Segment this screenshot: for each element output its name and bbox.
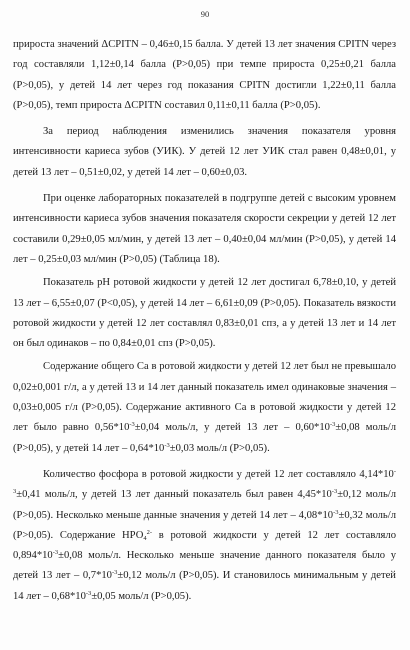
paragraph-secretion-rate: При оценке лабораторных показателей в подгруппе детей с высоким уровнем интенсивности кариеса зубов значения показателя скорости секреции у детей 12 лет составили 0,29±0,05 мл/мин, у детей 13 лет – 0,40±0,04 мл/мин (Р>0,05), у детей 14 лет – 0,25±0,03 мл/мин (Р>0,05) (Таблица 18). xyxy=(13,193,396,265)
calcium-text-c: ±0,08 моль/л (Р>0,05), у детей 14 лет – 0,64*10 xyxy=(13,422,397,454)
paragraph-calcium xyxy=(13,357,396,458)
calcium-text-a: Содержание общего Са в ротовой жидкости у детей 12 лет был не превышало 0,02±0,001 г/л, а у детей 13 и 14 лет данный показатель имел одинаковые значения – 0,03±0,005 г/л (Р>0,05). Содержание активного Са в ротовой жидкости у детей 12 лет было равно 0,56*10 xyxy=(13,361,396,434)
phosphorus-text-a: Количество фосфора в ротовой жидкости у детей 12 лет составляло 4,14*10 xyxy=(43,468,394,480)
phosphorus-text-c: ±0,12 моль/л (Р>0,05). Несколько меньше данные значения у детей 14 лет – 4,08*10 xyxy=(13,489,397,521)
calcium-text-d: ±0,03 моль/л (Р>0,05). xyxy=(169,442,270,454)
paragraph-phosphorus xyxy=(13,465,396,607)
calcium-text-b: ±0,04 моль/л, у детей 13 лет – 0,60*10 xyxy=(134,422,330,434)
hpo4-charge: 2- xyxy=(146,528,153,536)
phosphorus-exp-g: -3 xyxy=(85,589,92,597)
page-number: 90 xyxy=(200,9,210,19)
phosphorus-text-f: ±0,08 моль/л. Несколько меньше значение данного показателя было у детей 13 лет – 0,7*10 xyxy=(13,550,396,582)
phosphorus-exp-c: -3 xyxy=(333,508,339,516)
phosphorus-exp-b: -3 xyxy=(331,488,338,496)
calcium-exp-a: -3 xyxy=(129,421,135,429)
phosphorus-text-h: ±0,05 моль/л (Р>0,05). xyxy=(91,590,192,602)
phosphorus-exp-a: -3 xyxy=(13,467,396,496)
phosphorus-exp-e: -3 xyxy=(52,549,59,557)
calcium-exp-b: -3 xyxy=(329,421,336,429)
paragraph-cpitn-continuation: прироста значений ΔCPITN – 0,46±0,15 балла. У детей 13 лет значения CPITN через год составляли 1,12±0,14 балла (Р>0,05) при темпе прироста 0,25±0,21 балла (Р>0,05), у детей 14 лет через год показания CPITN достигли 1,22±0,11 балла (Р>0,05), темп прироста ΔCPITN составил 0,11±0,11 балла (Р>0,05). xyxy=(13,39,396,111)
phosphorus-text-e: в ротовой жидкости у детей 12 лет составляло 0,894*10 xyxy=(13,529,396,562)
phosphorus-exp-f: -3 xyxy=(111,569,118,577)
paragraph-caries-intensity: За период наблюдения изменились значения показателя уровня интенсивности кариеса зубов (УИК). У детей 12 лет УИК стал равен 0,48±0,01, у детей 13 лет – 0,51±0,02, у детей 14 лет – 0,60±0,03. xyxy=(13,126,396,178)
calcium-exp-c: -3 xyxy=(164,441,170,449)
phosphorus-text-d: ±0,32 моль/л (Р>0,05). Содержание НРО xyxy=(13,509,396,541)
hpo4-subscript: 4 xyxy=(143,534,147,542)
phosphorus-text-g: ±0,12 моль/л (Р>0,05). И становилось минимальным у детей 14 лет – 0,68*10 xyxy=(13,570,396,602)
paragraph-ph-viscosity: Показатель рН ротовой жидкости у детей 12 лет достигал 6,78±0,10, у детей 13 лет – 6,55±0,07 (Р<0,05), у детей 14 лет – 6,61±0,09 (Р>0,05). Показатель вязкости ротовой жидкости у детей 12 лет составлял 0,83±0,01 спз, а у детей 13 лет и 14 лет он был одинаков – по 0,84±0,01 спз (Р>0,05). xyxy=(13,277,396,350)
page-body xyxy=(13,35,396,607)
phosphorus-text-b: ±0,41 моль/л, у детей 13 лет данный показатель был равен 4,45*10 xyxy=(16,489,332,501)
